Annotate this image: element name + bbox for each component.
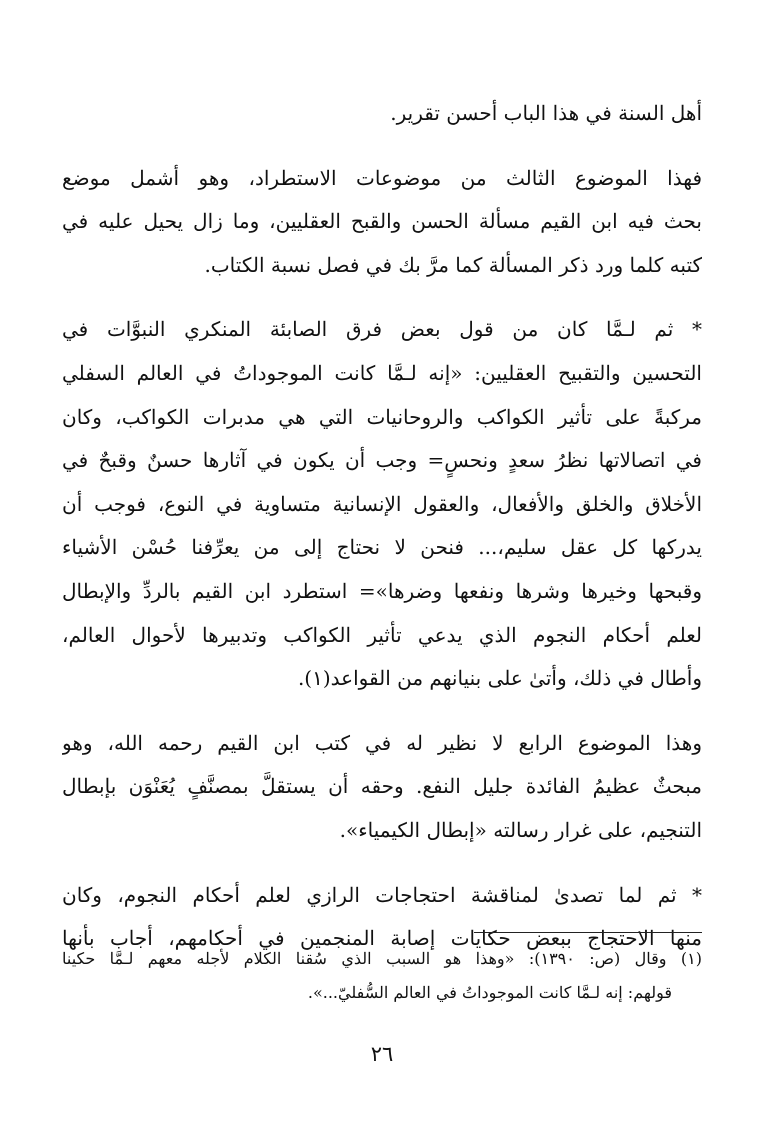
text-line: يدركها كل عقل سليم،... فنحن لا نحتاج إلى من يعرِّفنا حُسْن الأشياء <box>62 535 702 560</box>
text-line: وهذا الموضوع الرابع لا نظير له في كتب ابن القيم رحمه الله، وهو <box>62 730 702 755</box>
text-line: وأطال في ذلك، وأتىٰ على بنيانهم من القواعد(١). <box>297 666 702 691</box>
text-line: * ثم لـمَّا كان من قول بعض فرق الصابئة المنكري النبوَّات في <box>62 317 702 342</box>
footnote-separator <box>474 932 702 933</box>
paragraph <box>62 157 702 288</box>
text-line: التحسين والتقبيح العقليين: «إنه لـمَّا كانت الموجوداتُ في العالم السفلي <box>62 360 702 385</box>
paragraph <box>62 308 702 700</box>
footnote-line: (١) وقال (ص: ١٣٩٠): «وهذا هو السبب الذي سُقنا الكلام لأجله معهم لـمَّا حكينا <box>62 949 702 968</box>
page-number: ٢٦ <box>370 1042 394 1066</box>
paragraph <box>62 92 702 136</box>
text-line: مبحثٌ عظيمُ الفائدة جليل النفع. وحقه أن يستقلَّ بمصنَّفٍ يُعَنْوَن بإبطال <box>62 774 702 799</box>
text-line: الأخلاق والخلق والأفعال، والعقول الإنسانية متساوية في النوع، فوجب أن <box>62 491 702 516</box>
text-line: مركبةً على تأثير الكواكب والروحانيات التي هي مدبرات الكواكب، وكان <box>62 404 702 429</box>
paragraph <box>62 722 702 853</box>
text-line: وقبحها وخيرها وشرها ونفعها وضرها»= استطرد ابن القيم بالردِّ والإبطال <box>62 578 702 603</box>
footnotes <box>62 942 702 1010</box>
text-line: التنجيم، على غرار رسالته «إبطال الكيمياء». <box>339 817 702 842</box>
text-line: فهذا الموضوع الثالث من موضوعات الاستطراد، وهو أشمل موضع <box>62 165 702 190</box>
text-line: في اتصالاتها نظرُ سعدٍ ونحسٍ= وجب أن يكون في آثارها حسنٌ وقبحٌ في <box>62 448 702 473</box>
text-line: منها الاحتجاج ببعض حكايات إصابة المنجمين في أحكامهم، أجاب بأنها <box>62 926 702 951</box>
footnote-line: قولهم: إنه لـمَّا كانت الموجوداتُ في العالم السُّفليّ...». <box>307 983 672 1002</box>
text-line: * ثم لما تصدىٰ لمناقشة احتجاجات الرازي لعلم أحكام النجوم، وكان <box>62 882 702 907</box>
text-line: بحث فيه ابن القيم مسألة الحسن والقبح العقليين، وما زال يحيل عليه في <box>62 209 702 234</box>
text-line: كتبه كلما ورد ذكر المسألة كما مرَّ بك في فصل نسبة الكتاب. <box>204 252 702 277</box>
text-line: أهل السنة في هذا الباب أحسن تقرير. <box>390 101 702 125</box>
text-line: لعلم أحكام النجوم الذي يدعي تأثير الكواكب وتدبيرها لأحوال العالم، <box>62 622 702 647</box>
main-text <box>62 92 702 961</box>
